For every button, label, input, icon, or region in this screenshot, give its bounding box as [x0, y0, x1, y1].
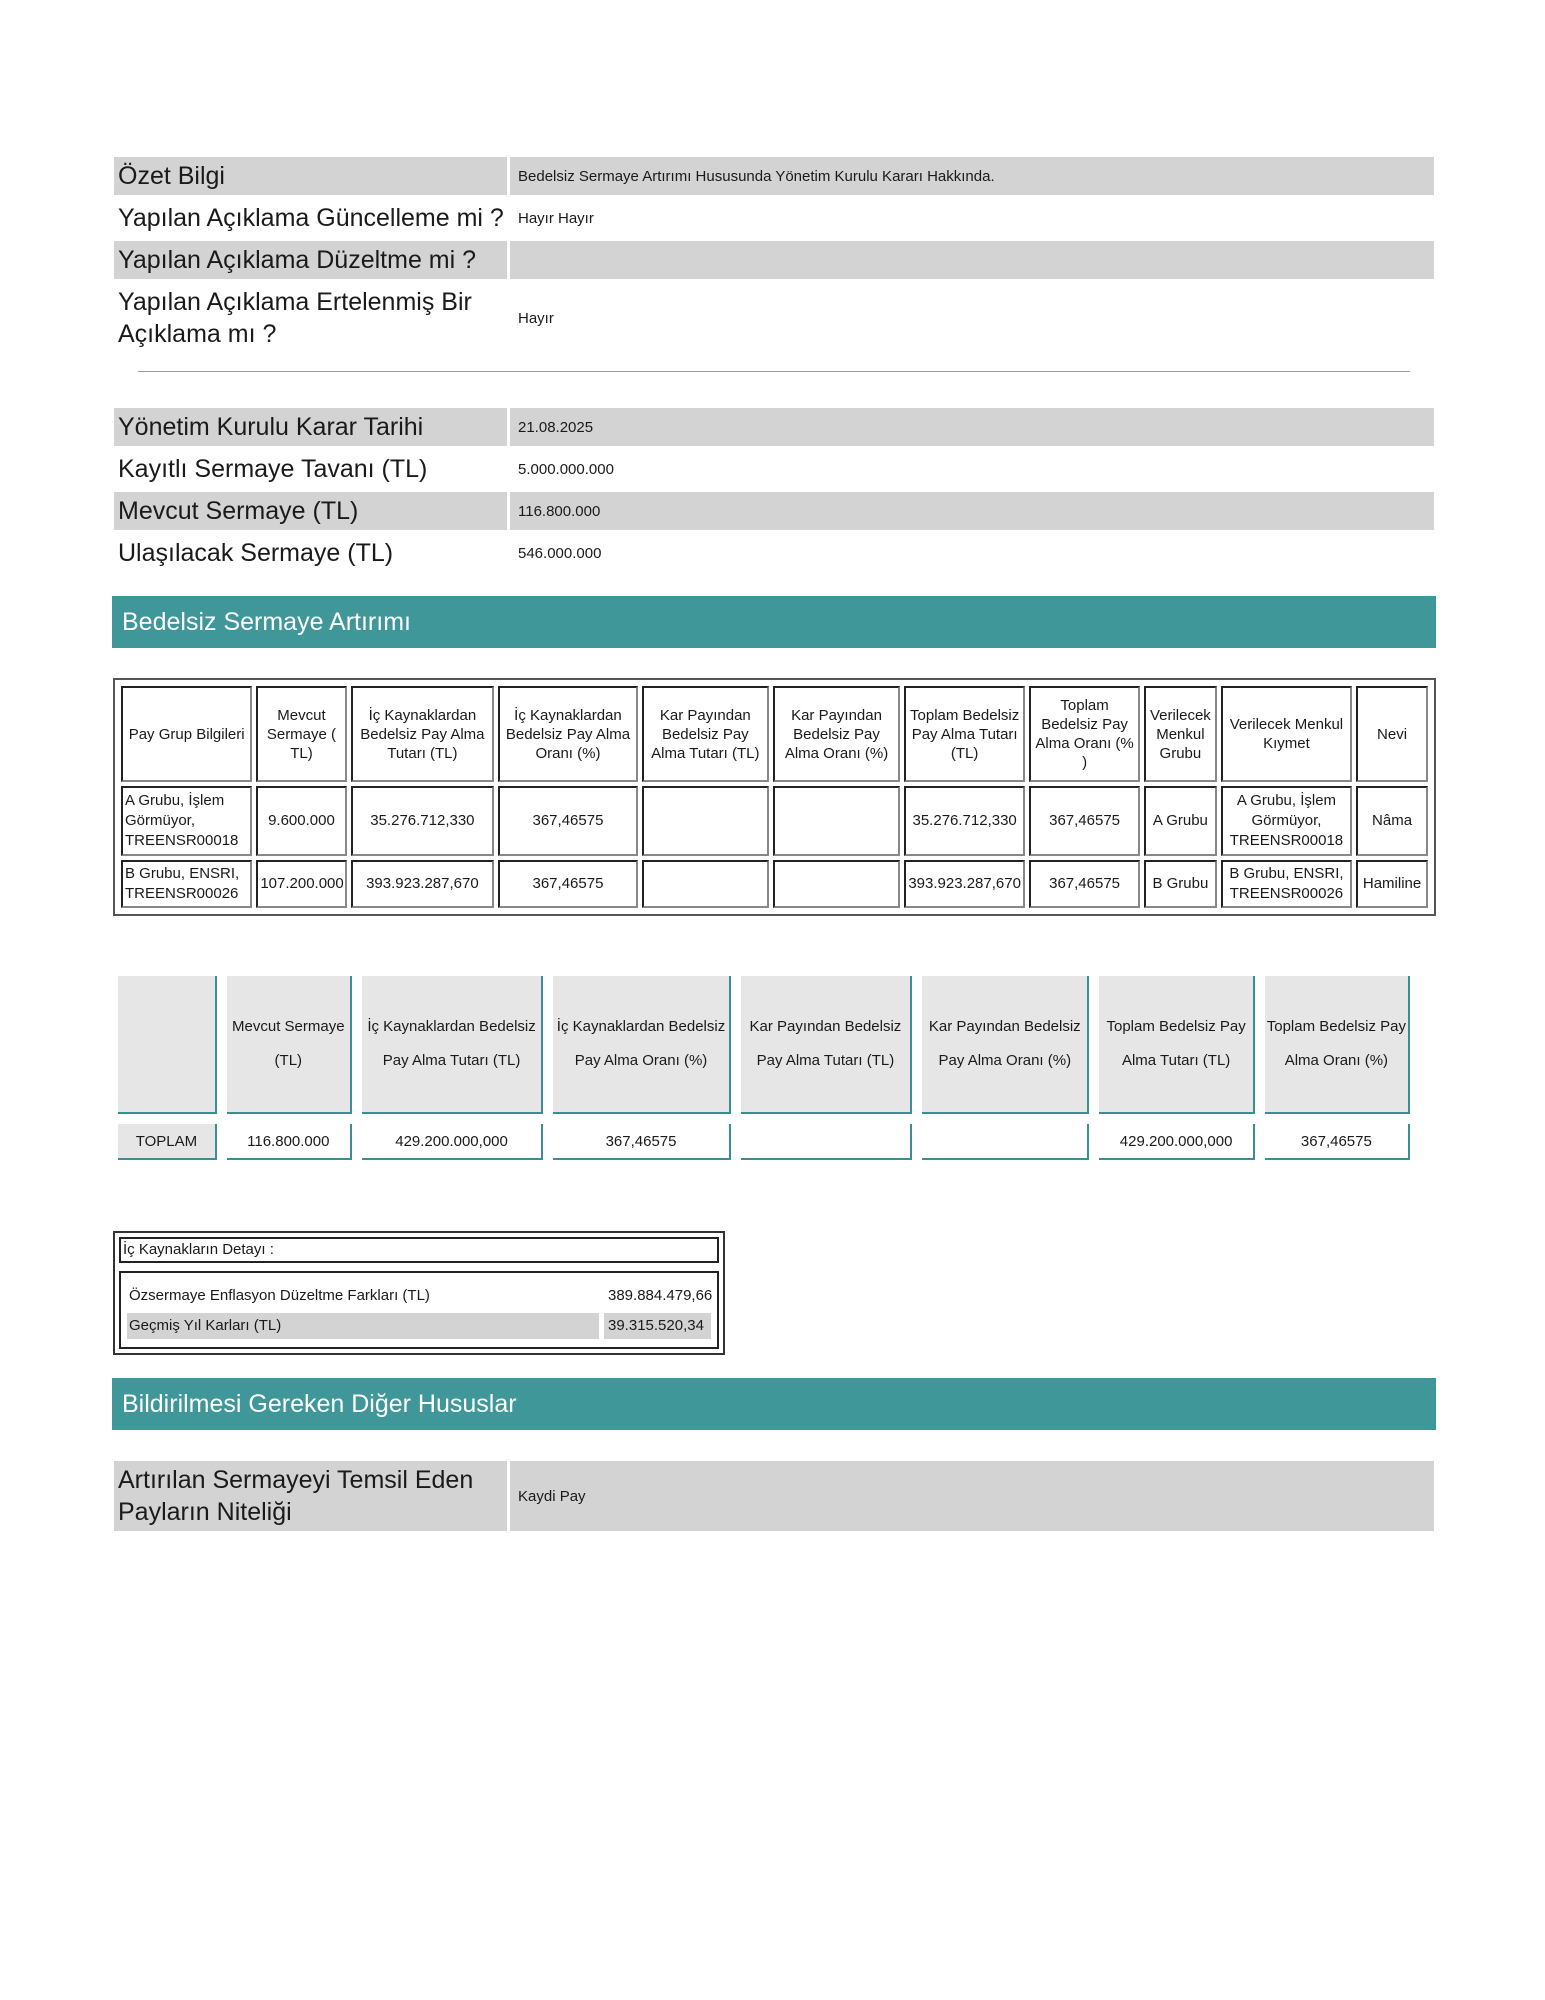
totals-table: [108, 966, 1420, 1170]
table-cell: 367,46575: [498, 786, 638, 856]
capital-label: Yönetim Kurulu Karar Tarihi: [114, 408, 510, 446]
table-cell: B Grubu, ENSRI, TREENSR00026: [1221, 860, 1352, 908]
column-header: İç Kaynaklardan Bedelsiz Pay Alma Oranı (%): [498, 686, 638, 782]
column-header: İç Kaynaklardan Bedelsiz Pay Alma Tutarı (TL): [351, 686, 495, 782]
column-header: Kar Payından Bedelsiz Pay Alma Oranı (%): [922, 976, 1089, 1114]
detail-list: [119, 1271, 719, 1349]
summary-row: [114, 241, 1434, 279]
table-cell: B Grubu, ENSRI, TREENSR00026: [121, 860, 252, 908]
share-group-table: [113, 678, 1436, 916]
column-header: Kar Payından Bedelsiz Pay Alma Tutarı (TL): [741, 976, 912, 1114]
table-row: [121, 786, 1428, 856]
column-header: Verilecek Menkul Kıymet: [1221, 686, 1352, 782]
capital-row: [114, 492, 1434, 530]
column-header: Kar Payından Bedelsiz Pay Alma Oranı (%): [773, 686, 900, 782]
summary-row: [114, 283, 1434, 353]
capital-value: 546.000.000: [510, 534, 1434, 572]
capital-table: [114, 404, 1434, 576]
column-header: Pay Grup Bilgileri: [121, 686, 252, 782]
table-header-row: [121, 686, 1428, 782]
detail-row: [127, 1313, 711, 1339]
capital-value: 21.08.2025: [510, 408, 1434, 446]
summary-label: Yapılan Açıklama Ertelenmiş Bir Açıklama mı ?: [114, 283, 510, 353]
summary-value: Hayır: [510, 283, 1434, 353]
capital-label: Kayıtlı Sermaye Tavanı (TL): [114, 450, 510, 488]
table-cell: B Grubu: [1144, 860, 1217, 908]
table-cell: [773, 860, 900, 908]
table-cell: 35.276.712,330: [351, 786, 495, 856]
detail-row: [127, 1283, 711, 1309]
table-cell: 393.923.287,670: [904, 860, 1025, 908]
other-value: Kaydi Pay: [510, 1461, 1434, 1531]
table-cell: [642, 786, 769, 856]
table-cell: 367,46575: [1029, 786, 1140, 856]
totals-cell: 367,46575: [553, 1124, 730, 1160]
summary-label: Yapılan Açıklama Güncelleme mi ?: [114, 199, 510, 237]
summary-value: Bedelsiz Sermaye Artırımı Hususunda Yönetim Kurulu Kararı Hakkında.: [510, 157, 1434, 195]
column-header: Toplam Bedelsiz Pay Alma Tutarı (TL): [904, 686, 1025, 782]
table-cell: Hamiline: [1356, 860, 1428, 908]
table-cell: 393.923.287,670: [351, 860, 495, 908]
detail-value: 389.884.479,66: [608, 1287, 713, 1304]
detail-title: İç Kaynakların Detayı :: [119, 1237, 719, 1263]
table-cell: A Grubu, İşlem Görmüyor, TREENSR00018: [121, 786, 252, 856]
capital-row: [114, 450, 1434, 488]
column-header: Mevcut Sermaye ( TL): [256, 686, 346, 782]
capital-row: [114, 534, 1434, 572]
table-cell: Nâma: [1356, 786, 1428, 856]
capital-label: Mevcut Sermaye (TL): [114, 492, 510, 530]
capital-value: 116.800.000: [510, 492, 1434, 530]
capital-label: Ulaşılacak Sermaye (TL): [114, 534, 510, 572]
summary-row: [114, 199, 1434, 237]
column-header: Toplam Bedelsiz Pay Alma Tutarı (TL): [1099, 976, 1254, 1114]
totals-cell: [922, 1124, 1089, 1160]
table-cell: 367,46575: [498, 860, 638, 908]
summary-row: [114, 157, 1434, 195]
divider: [138, 371, 1410, 372]
capital-row: [114, 408, 1434, 446]
section-header-bedelsiz: Bedelsiz Sermaye Artırımı: [112, 596, 1436, 648]
detail-value: 39.315.520,34: [604, 1313, 711, 1339]
detail-label: Özsermaye Enflasyon Düzeltme Farkları (TL): [129, 1287, 430, 1304]
totals-cell: 367,46575: [1265, 1124, 1410, 1160]
table-cell: A Grubu: [1144, 786, 1217, 856]
summary-label: Özet Bilgi: [114, 157, 510, 195]
internal-sources-detail: [113, 1231, 725, 1355]
totals-header-row: [118, 976, 1410, 1114]
capital-value: 5.000.000.000: [510, 450, 1434, 488]
totals-cell: 116.800.000: [227, 1124, 352, 1160]
column-header: Kar Payından Bedelsiz Pay Alma Tutarı (TL): [642, 686, 769, 782]
other-row: [114, 1461, 1434, 1531]
summary-table: [114, 153, 1434, 357]
totals-cell: 429.200.000,000: [1099, 1124, 1254, 1160]
table-cell: 107.200.000: [256, 860, 346, 908]
column-header: [118, 976, 217, 1114]
totals-cell: 429.200.000,000: [362, 1124, 543, 1160]
table-cell: [773, 786, 900, 856]
detail-label: Geçmiş Yıl Karları (TL): [127, 1313, 599, 1339]
other-label: Artırılan Sermayeyi Temsil Eden Payların Niteliği: [114, 1461, 510, 1531]
column-header: Verilecek Menkul Grubu: [1144, 686, 1217, 782]
table-row: [121, 860, 1428, 908]
totals-cell: [741, 1124, 912, 1160]
totals-label: TOPLAM: [118, 1124, 217, 1160]
table-cell: [642, 860, 769, 908]
table-cell: 9.600.000: [256, 786, 346, 856]
column-header: Toplam Bedelsiz Pay Alma Oranı (%): [1265, 976, 1410, 1114]
column-header: Toplam Bedelsiz Pay Alma Oranı (% ): [1029, 686, 1140, 782]
column-header: Nevi: [1356, 686, 1428, 782]
table-cell: A Grubu, İşlem Görmüyor, TREENSR00018: [1221, 786, 1352, 856]
summary-value: Hayır Hayır: [510, 199, 1434, 237]
column-header: İç Kaynaklardan Bedelsiz Pay Alma Oranı (%): [553, 976, 730, 1114]
totals-row: [118, 1124, 1410, 1160]
section-header-other: Bildirilmesi Gereken Diğer Hususlar: [112, 1378, 1436, 1430]
column-header: Mevcut Sermaye (TL): [227, 976, 352, 1114]
table-cell: 35.276.712,330: [904, 786, 1025, 856]
summary-value: [510, 241, 1434, 279]
table-cell: 367,46575: [1029, 860, 1140, 908]
column-header: İç Kaynaklardan Bedelsiz Pay Alma Tutarı (TL): [362, 976, 543, 1114]
other-table: [114, 1457, 1434, 1535]
summary-label: Yapılan Açıklama Düzeltme mi ?: [114, 241, 510, 279]
